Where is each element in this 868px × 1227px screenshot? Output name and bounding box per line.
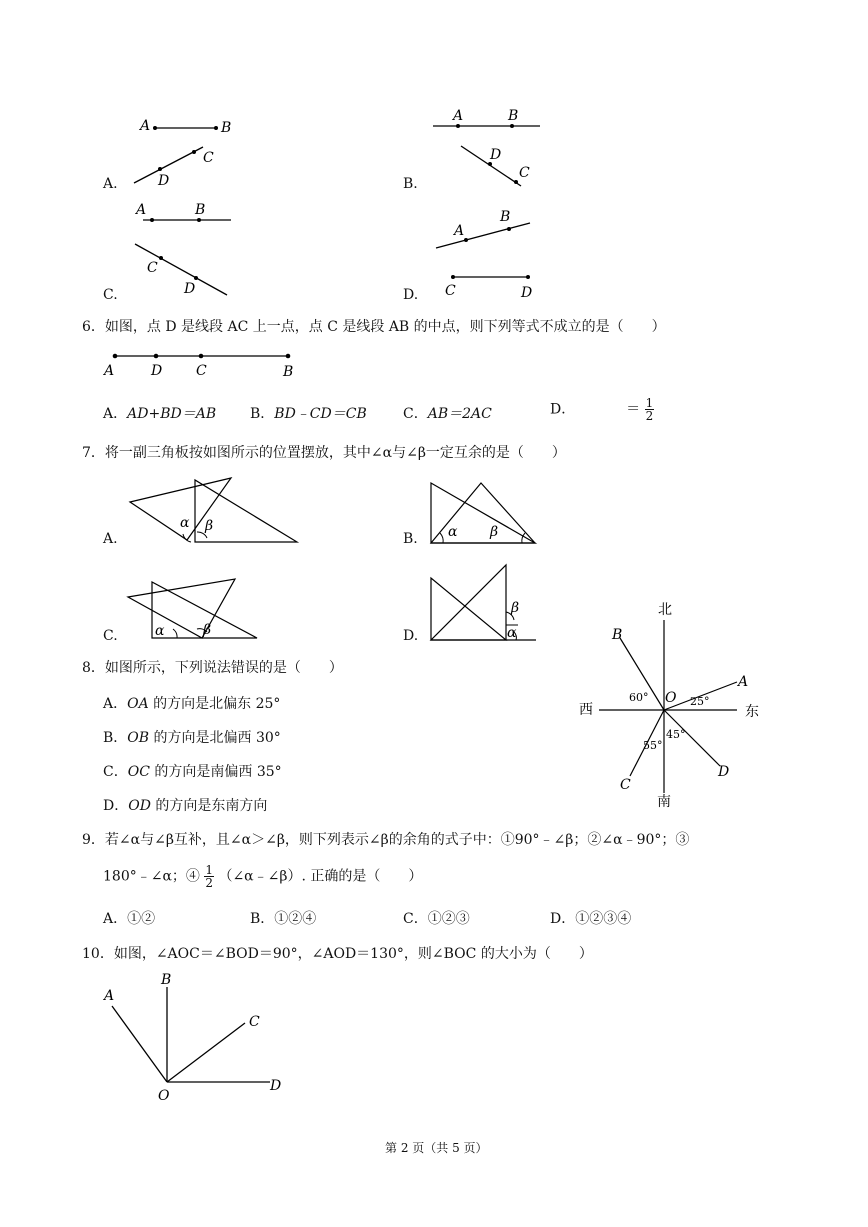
q9-option-d — [550, 908, 631, 928]
q7-option-c-label: C. — [103, 628, 118, 644]
option-text: ①②③ — [427, 911, 470, 927]
q7-option-a-figure — [125, 472, 305, 550]
beta-label: β — [205, 518, 214, 534]
q5-option-a-label: A. — [103, 176, 118, 192]
ray-name: OD — [128, 798, 151, 814]
point-C: C — [445, 283, 456, 299]
q5-option-a-figure — [125, 112, 235, 192]
q8-stem: 8．如图所示，下列说法错误的是（ ） — [82, 660, 343, 676]
point-D: D — [490, 147, 502, 163]
option-text: AD+BD＝AB — [127, 406, 217, 422]
beta-label: β — [511, 600, 520, 616]
point-D: D — [521, 285, 533, 301]
q5-option-c-figure — [125, 198, 240, 303]
option-text: ①② — [127, 911, 156, 927]
q6-stem: 6．如图，点 D 是线段 AC 上一点，点 C 是线段 AB 的中点，则下列等式不成立的是（ ） — [82, 319, 666, 335]
point-C: C — [249, 1014, 260, 1030]
point-C: C — [519, 165, 530, 181]
point-B: B — [161, 972, 172, 988]
option-text: ①②③④ — [575, 911, 632, 927]
beta-label: β — [490, 524, 499, 540]
angle-label: 25° — [690, 695, 710, 708]
q5-option-d-figure — [428, 205, 543, 300]
option-text: 的方向是北偏东 25° — [148, 696, 281, 712]
option-label: C． — [403, 406, 428, 422]
option-text: ＝ — [626, 401, 641, 418]
q6-option-d — [550, 397, 654, 422]
ray-name: OA — [127, 696, 149, 712]
north-label: 北 — [658, 602, 672, 618]
angle-label: 55° — [643, 739, 663, 752]
q10-stem: 10．如图，∠AOC＝∠BOD＝90°，∠AOD＝130°，则∠BOC 的大小为（ ） — [82, 946, 593, 962]
point-A: A — [454, 223, 465, 239]
option-label: A． — [103, 406, 128, 422]
point-B: B — [283, 364, 294, 380]
option-text: 的方向是南偏西 35° — [149, 764, 282, 780]
q9-line-2b: （∠α﹣∠β）. 正确的是（ ） — [218, 868, 423, 885]
q7-option-b-figure — [428, 480, 543, 548]
q7-option-b-label: B. — [403, 531, 418, 547]
south-label: 南 — [657, 794, 671, 810]
q7-stem: 7．将一副三角板按如图所示的位置摆放，其中∠α与∠β一定互余的是（ ） — [82, 445, 566, 461]
option-text: 的方向是北偏西 30° — [149, 730, 281, 746]
alpha-label: α — [155, 623, 165, 639]
west-label: 西 — [579, 702, 593, 718]
frac-numerator: 1 — [205, 863, 213, 877]
option-label: D． — [550, 911, 576, 927]
option-label: B． — [250, 911, 275, 927]
alpha-label: α — [180, 515, 190, 531]
point-A: A — [104, 988, 115, 1004]
point-B: B — [500, 209, 511, 225]
q6-option-c — [403, 403, 492, 423]
option-label: B． — [103, 730, 128, 746]
frac-numerator: 1 — [645, 396, 654, 410]
q8-option-a — [103, 693, 280, 713]
fraction — [204, 864, 214, 889]
q8-option-b — [103, 727, 281, 747]
option-label: A． — [103, 911, 128, 927]
q6-segment-figure — [100, 345, 300, 381]
q9-line-2a: 180°﹣∠α；④ — [103, 868, 200, 885]
point-B: B — [221, 120, 232, 136]
alpha-label: α — [448, 524, 458, 540]
ray-label-d: D — [718, 764, 730, 780]
q5-option-b-figure — [428, 105, 548, 195]
q7-option-c-figure — [125, 575, 265, 645]
alpha-label: α — [507, 625, 517, 641]
angle-label: 60° — [629, 691, 649, 704]
q7-option-a-label: A. — [103, 531, 118, 547]
option-label: B． — [250, 406, 275, 422]
point-B: B — [508, 108, 519, 124]
option-label: D． — [103, 798, 129, 814]
ray-label-c: C — [620, 777, 631, 793]
option-label: C． — [403, 911, 428, 927]
ray-name: OB — [127, 730, 150, 746]
angle-label: 45° — [666, 728, 686, 741]
q9-option-c — [403, 908, 470, 928]
q5-option-c-label: C. — [103, 287, 118, 303]
ray-label-b: B — [612, 627, 623, 643]
option-label: C． — [103, 764, 128, 780]
q9-line-2 — [103, 864, 422, 889]
point-D: D — [270, 1078, 282, 1094]
point-A: A — [136, 202, 147, 218]
q8-option-c — [103, 761, 282, 781]
point-C: C — [196, 363, 207, 379]
q5-option-d-label: D. — [403, 287, 419, 303]
q6-option-a — [103, 403, 216, 423]
q8-compass-figure — [575, 598, 770, 810]
point-C: C — [203, 150, 214, 166]
option-label: D． — [550, 401, 576, 418]
point-C: C — [147, 260, 158, 276]
east-label: 东 — [745, 704, 759, 720]
q9-option-b — [250, 908, 316, 928]
point-D: D — [151, 363, 163, 379]
q8-option-d — [103, 795, 267, 815]
point-A: A — [453, 108, 464, 124]
fraction — [645, 397, 655, 422]
point-D: D — [158, 173, 170, 189]
option-text: ①②④ — [274, 911, 317, 927]
q7-option-d-label: D. — [403, 628, 419, 644]
q5-option-b-label: B. — [403, 176, 418, 192]
frac-denominator: 2 — [205, 876, 213, 890]
option-text: BD﹣CD＝CB — [274, 406, 367, 422]
beta-label: β — [203, 622, 212, 638]
ray-label-a: A — [738, 674, 749, 690]
point-O: O — [158, 1088, 170, 1104]
point-B: B — [195, 202, 206, 218]
q9-line-1: 9．若∠α与∠β互补，且∠α＞∠β，则下列表示∠β的余角的式子中：①90°﹣∠β；②∠α﹣90°；③ — [82, 832, 690, 848]
ray-name: OC — [127, 764, 150, 780]
option-label: A． — [103, 696, 128, 712]
point-A: A — [104, 363, 115, 379]
option-text: AB＝2AC — [427, 406, 492, 422]
frac-denominator: 2 — [645, 409, 654, 423]
option-text: 的方向是东南方向 — [150, 798, 268, 814]
point-D: D — [184, 281, 196, 297]
origin-label: O — [665, 690, 677, 706]
point-A: A — [140, 118, 151, 134]
q9-option-a — [103, 908, 155, 928]
page-footer: 第 2 页（共 5 页） — [385, 1141, 488, 1155]
q6-option-b — [250, 403, 367, 423]
q7-option-d-figure — [428, 560, 543, 645]
q10-angle-figure — [95, 965, 295, 1105]
